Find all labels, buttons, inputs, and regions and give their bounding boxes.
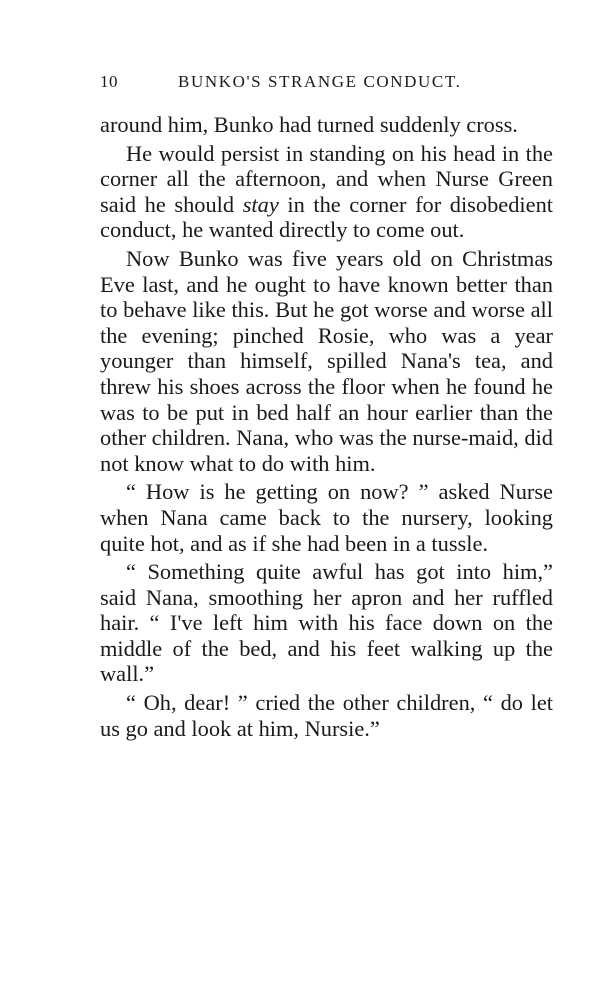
paragraph-text: He would persist in standing on his head in the corner all the afternoon, and when Nurse Green said he should	[100, 140, 553, 217]
page-header	[100, 70, 530, 94]
paragraph-text: in the corner for disobedient conduct, he wanted directly to come out.	[100, 191, 553, 243]
page-number: 10	[100, 72, 118, 91]
paragraph	[100, 141, 553, 243]
paragraph-continued: around him, Bunko had turned suddenly cross.	[100, 112, 518, 137]
body-text	[100, 112, 553, 741]
paragraph: “ How is he getting on now? ” asked Nurse when Nana came back to the nursery, looking quite hot, and as if she had been in a tussle.	[100, 479, 553, 556]
emphasis-text: stay	[242, 191, 279, 217]
paragraph: “ Oh, dear! ” cried the other children, “ do let us go and look at him, Nursie.”	[100, 690, 553, 741]
running-title: BUNKO'S STRANGE CONDUCT.	[178, 72, 462, 91]
paragraph: Now Bunko was five years old on Christmas Eve last, and he ought to have known better than to behave like this. But he got worse and worse all the evening; pinched Rosie, who was a year younger than himself, spilled Nana's tea, and threw his shoes across the floor when he found he was to be put in bed half an hour earlier than the other children. Nana, who was the nurse-maid, did not know what to do with him.	[100, 245, 553, 476]
paragraph: “ Something quite awful has got into him,” said Nana, smoothing her apron and her ruffled hair. “ I've left him with his face down on the middle of the bed, and his feet walking up the wall.”	[100, 559, 553, 687]
